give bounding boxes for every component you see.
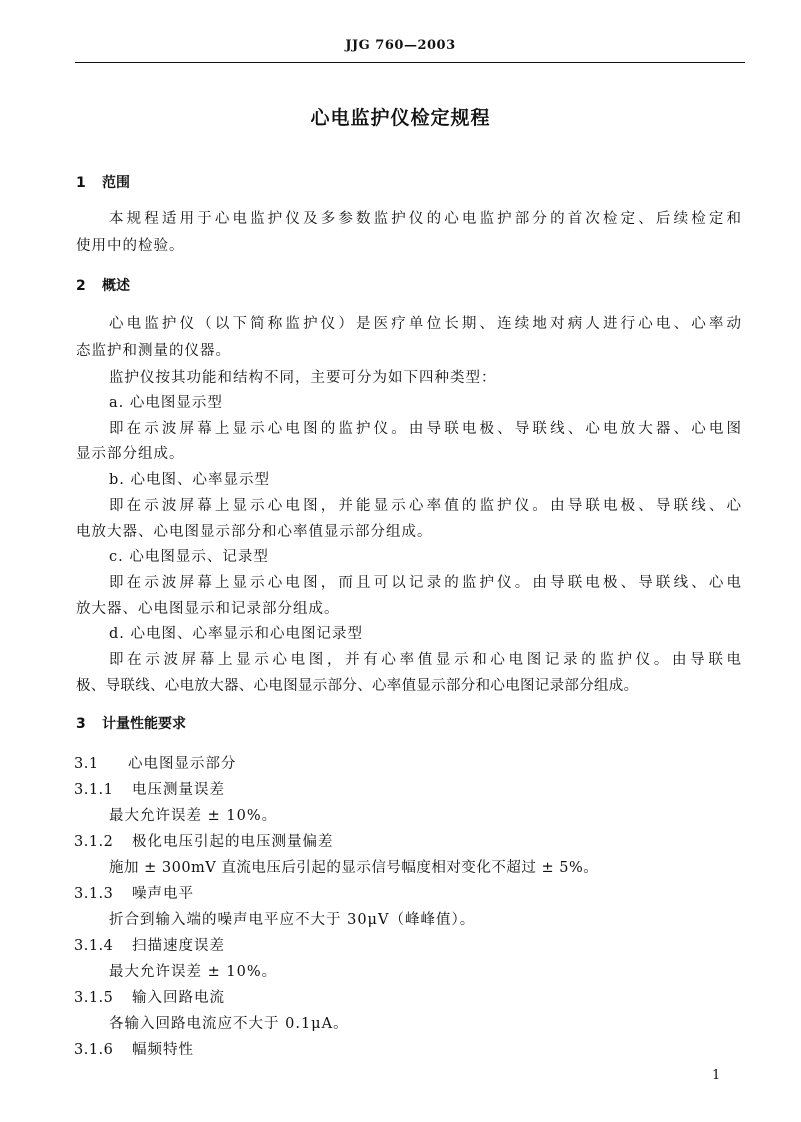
item-body: 最大允许误差 ± 10%。 [109,808,278,824]
type-label-d: d. 心电图、心率显示和心电图记录型 [109,626,363,642]
document-title: 心电监护仪检定规程 [310,107,491,129]
item-body: 最大允许误差 ± 10%。 [109,964,278,980]
paragraph-line: 使用中的检验。 [76,238,185,254]
type-label-a: a. 心电图显示型 [109,395,223,411]
item-body: 施加 ± 300mV 直流电压后引起的显示信号幅度相对变化不超过 ± 5%。 [109,860,599,876]
item-heading [74,934,225,955]
section-title: 概述 [102,278,130,294]
item-number: 3.1.6 [74,1042,114,1058]
paragraph-line: 放大器、心电图显示和记录部分组成。 [76,601,340,617]
paragraph-line: 即在示波屏幕上显示心电图的监护仪。由导联电极、导联线、心电放大器、心电图 [109,421,742,437]
item-heading [74,882,194,903]
section-3-heading [76,713,186,733]
item-heading [74,986,225,1007]
item-title: 极化电压引起的电压测量偏差 [132,834,334,850]
section-title: 范围 [102,175,130,191]
item-title: 扫描速度误差 [132,938,225,954]
item-number: 3.1.5 [74,990,114,1006]
paragraph-line: 即在示波屏幕上显示心电图，并有心率值显示和心电图记录的监护仪。由导联电 [109,652,742,668]
type-label-c: c. 心电图显示、记录型 [109,549,269,565]
item-title: 幅频特性 [132,1042,194,1058]
subsection-3-1-heading [74,752,237,773]
item-number: 3.1.2 [74,834,114,850]
section-2-heading [76,275,130,295]
section-1-heading [76,172,130,192]
paragraph-line: 监护仪按其功能和结构不同，主要可分为如下四种类型： [109,370,497,386]
paragraph-line: 极、导联线、心电放大器、心电图显示部分、心率值显示部分和心电图记录部分组成。 [76,678,639,694]
paragraph-line: 本规程适用于心电监护仪及多参数监护仪的心电监护部分的首次检定、后续检定和 [109,211,742,227]
item-heading [74,1038,194,1059]
item-body: 各输入回路电流应不大于 0.1μA。 [109,1016,349,1032]
section-number: 3 [76,716,86,732]
section-number: 2 [76,278,86,294]
subsection-title: 心电图显示部分 [128,756,237,772]
paragraph-line: 即在示波屏幕上显示心电图，而且可以记录的监护仪。由导联电极、导联线、心电 [109,575,742,591]
document-code: JJG 760—2003 [345,38,456,53]
paragraph-line: 电放大器、心电图显示部分和心率值显示部分组成。 [76,524,433,540]
header-rule [75,62,745,63]
subsection-number: 3.1 [74,756,99,772]
item-title: 输入回路电流 [132,990,225,1006]
item-number: 3.1.1 [74,782,114,798]
item-heading [74,830,334,851]
section-title: 计量性能要求 [102,716,186,732]
item-number: 3.1.4 [74,938,114,954]
item-title: 电压测量误差 [132,782,225,798]
type-label-b: b. 心电图、心率显示型 [109,472,270,488]
item-body: 折合到输入端的噪声电平应不大于 30μV（峰峰值）。 [109,912,476,928]
paragraph-line: 心电监护仪（以下简称监护仪）是医疗单位长期、连续地对病人进行心电、心率动 [109,316,742,332]
item-number: 3.1.3 [74,886,114,902]
paragraph-line: 态监护和测量的仪器。 [76,343,231,359]
page-number: 1 [712,1068,721,1083]
paragraph-line: 显示部分组成。 [76,446,185,462]
paragraph-line: 即在示波屏幕上显示心电图，并能显示心率值的监护仪。由导联电极、导联线、心 [109,498,742,514]
section-number: 1 [76,175,86,191]
item-heading [74,778,225,799]
item-title: 噪声电平 [132,886,194,902]
